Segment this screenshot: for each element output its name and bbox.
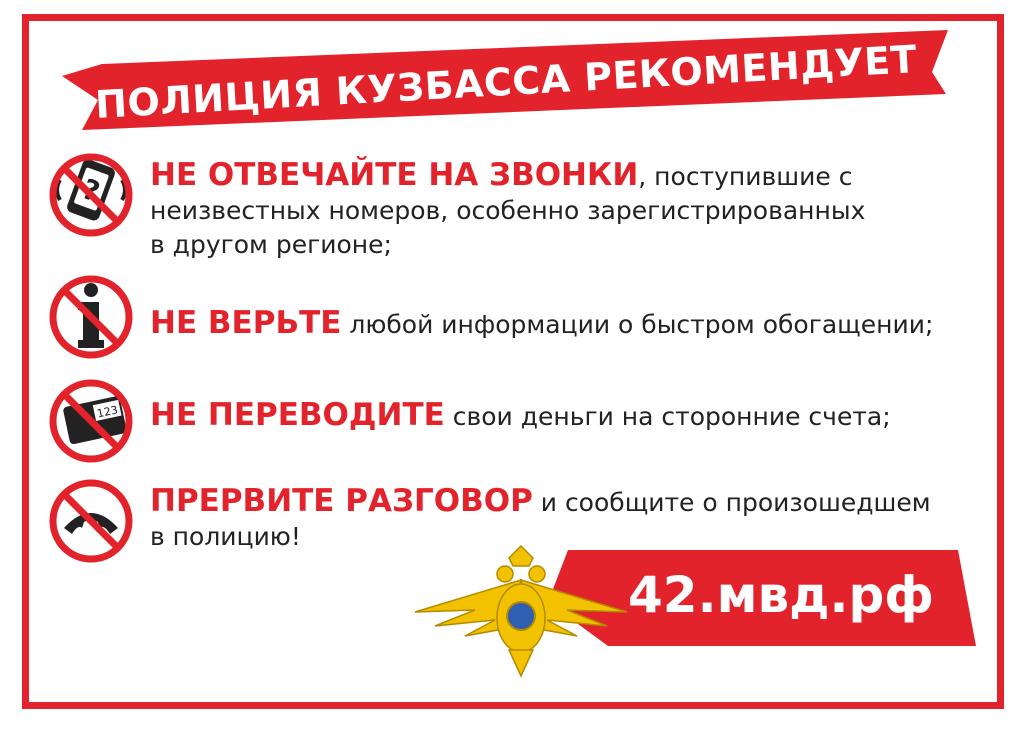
info-prohibited-icon — [46, 272, 132, 358]
rule-text: свои деньги на сторонние счета; — [444, 402, 891, 431]
rule-text: в другом регионе; — [150, 230, 392, 259]
rule-highlight: ПРЕРВИТЕ РАЗГОВОР — [150, 483, 533, 519]
rule-text: неизвестных номеров, особенно зарегистрированных — [150, 196, 866, 225]
title-banner — [62, 24, 950, 136]
website-link[interactable]: 42.мвд.рф — [628, 566, 934, 624]
card-number-label: 123 — [95, 403, 120, 421]
rule-text: любой информации о быстром обогащении; — [341, 310, 934, 339]
card-prohibited-icon — [46, 376, 132, 462]
poster-title: ПОЛИЦИЯ КУЗБАССА РЕКОМЕНДУЕТ — [94, 37, 919, 127]
handset-prohibited-icon — [46, 476, 132, 562]
rule-highlight: НЕ ПЕРЕВОДИТЕ — [150, 397, 445, 433]
rule-text: , поступившие с — [638, 162, 853, 191]
phone-question-prohibited-icon — [46, 150, 132, 236]
rule-highlight: НЕ ОТВЕЧАЙТЕ НА ЗВОНКИ — [150, 157, 639, 193]
rule-highlight: НЕ ВЕРЬТЕ — [150, 305, 342, 341]
rule-text: и сообщите о произошедшем — [532, 488, 931, 517]
police-eagle-emblem-icon — [405, 540, 637, 680]
rule-text: в полицию! — [150, 522, 301, 551]
